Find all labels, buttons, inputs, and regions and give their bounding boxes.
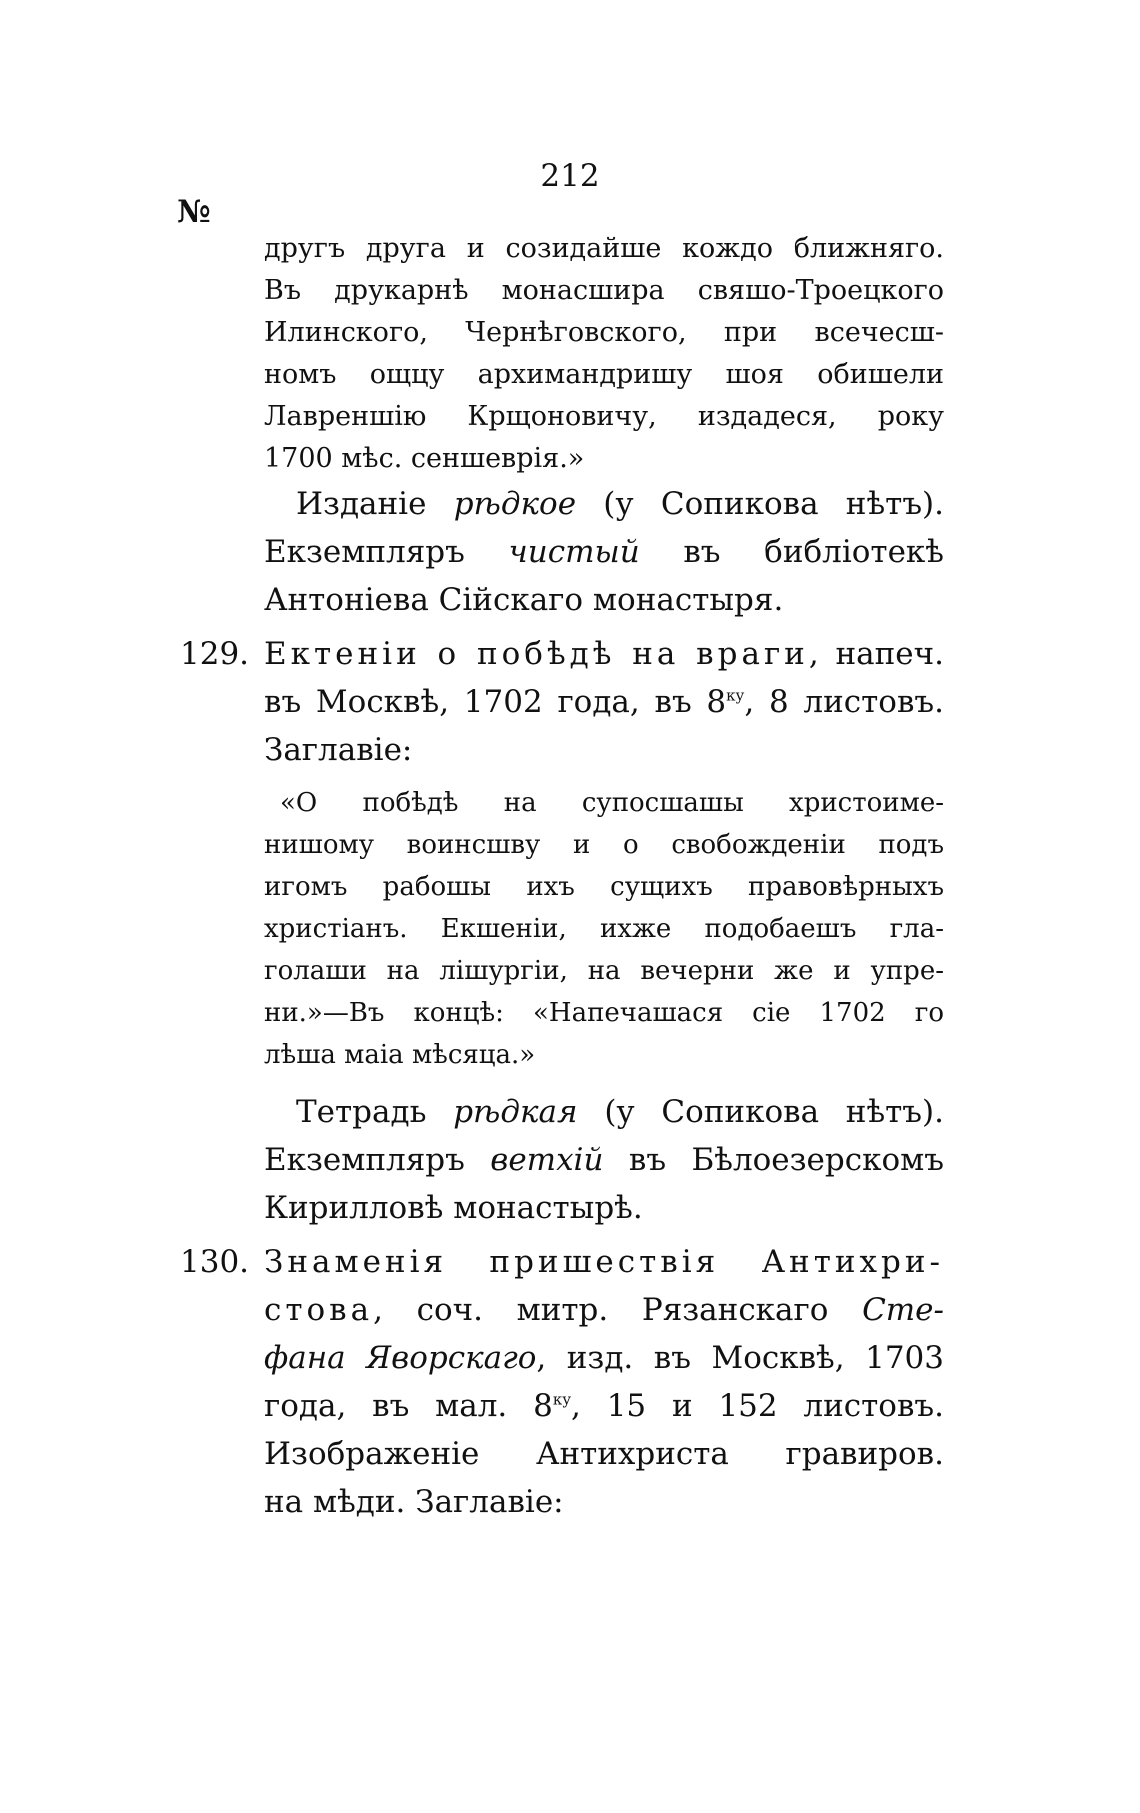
text-line: Екземпляръ чистый въ библіотекѣ: [264, 534, 944, 570]
text-line: Кирилловѣ монастырѣ.: [264, 1190, 643, 1226]
text-line: Лавреншію Крщоновичу, издадеся, року: [264, 401, 944, 432]
text-line: Въ друкарнѣ монасшира свяшо-Троецкого: [264, 275, 944, 306]
quote-line: ни.»—Въ концѣ: «Напечашася сіе 1702 го: [264, 998, 944, 1028]
text-line: номъ ощцу архимандришу шоя обишели: [264, 359, 944, 390]
text-line: Антоніева Сійскаго монастыря.: [264, 582, 784, 618]
quote-line: «О побѣдѣ на супосшашы христоиме-: [280, 788, 944, 818]
text-line: Екземпляръ ветхій въ Бѣлоезерскомъ: [264, 1142, 944, 1178]
text-line: 1700 мѣс. сеншеврія.»: [264, 443, 585, 474]
entry-title: Знаменія пришествія Антихри-: [264, 1244, 944, 1280]
quote-line: христіанъ. Екшеніи, ихже подобаешъ гла-: [264, 914, 944, 944]
text-line: Изображеніе Антихриста гравиров.: [264, 1436, 944, 1472]
quote-line: лѣша маіа мѣсяца.»: [264, 1040, 536, 1070]
edition-note: [264, 480, 944, 624]
text-line: на мѣди. Заглавіе:: [264, 1484, 564, 1520]
text-line: Илинского, Чернѣговского, при всечесш-: [264, 317, 944, 348]
signature-marker: №: [177, 194, 211, 230]
entry-130: [264, 1238, 944, 1526]
continued-quote: [264, 228, 944, 480]
title-quote: [264, 782, 944, 1076]
quote-line: игомъ рабошы ихъ сущихъ правовѣрныхъ: [264, 872, 944, 902]
text-line: Тетрадь рѣдкая (у Сопикова нѣтъ).: [296, 1094, 944, 1130]
entry-number: 129.: [180, 636, 250, 672]
entry-title: Ектеніи о побѣдѣ на враги, напеч.: [264, 636, 944, 672]
text-line: фана Яворскаго, изд. въ Москвѣ, 1703: [264, 1340, 944, 1376]
text-line: въ Москвѣ, 1702 года, въ $8^{ку}$, 8 листовъ.: [264, 684, 944, 720]
text-line: другъ друга и созидайше кождо ближняго.: [264, 233, 944, 264]
quote-line: нишому воинсшву и о свобожденіи подъ: [264, 830, 944, 860]
text-line: года, въ мал. $8^{ку}$, 15 и 152 листовъ.: [264, 1388, 944, 1424]
text-line: Изданіе рѣдкое (у Сопикова нѣтъ).: [296, 486, 944, 522]
text-line: Заглавіе:: [264, 732, 413, 768]
entry-129: [264, 630, 944, 774]
edition-note: [264, 1088, 944, 1232]
quote-line: голаши на лішургіи, на вечерни же и упре-: [264, 956, 944, 986]
text-line: стова, соч. митр. Рязанскаго Сте-: [264, 1292, 944, 1328]
entry-number: 130.: [180, 1244, 250, 1280]
page-number: 212: [540, 158, 600, 194]
